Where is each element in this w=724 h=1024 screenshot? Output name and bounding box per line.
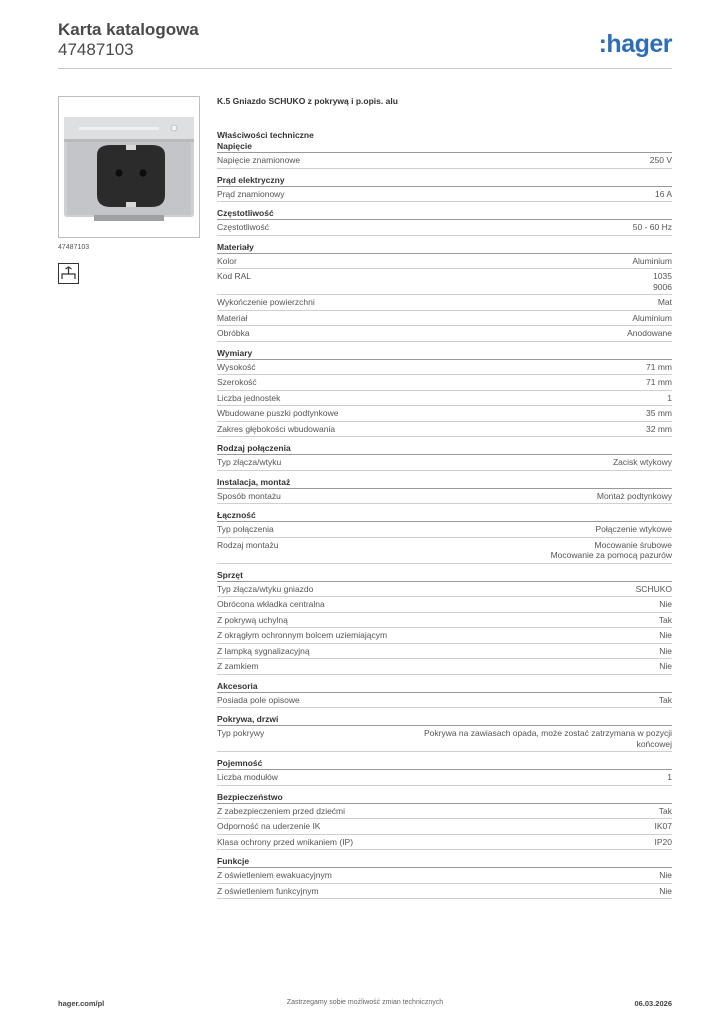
spec-row: [217, 770, 672, 786]
spec-values: [655, 189, 672, 200]
spec-group-title: Funkcje: [217, 850, 672, 868]
footer-date: 06.03.2026: [634, 999, 672, 1008]
spec-label: Typ złącza/wtyku gniazdo: [217, 583, 314, 594]
spec-value: Tak: [658, 805, 672, 816]
spec-value: Montaż podtynkowy: [596, 490, 672, 501]
spec-value: Aluminium: [632, 255, 672, 266]
spec-row: [217, 391, 672, 407]
spec-row: [217, 644, 672, 660]
spec-value: 9006: [653, 281, 672, 292]
spec-values: [659, 599, 672, 610]
product-name: K.5 Gniazdo SCHUKO z pokrywą i p.opis. alu: [217, 96, 398, 106]
spec-group-title: Częstotliwość: [217, 202, 672, 220]
spec-group-title: Sprzęt: [217, 564, 672, 582]
spec-value: Połączenie wtykowe: [595, 524, 672, 534]
spec-groups: [217, 135, 672, 899]
spec-values: [653, 271, 672, 292]
spec-row: [217, 613, 672, 629]
spec-group-title: Wymiary: [217, 342, 672, 360]
spec-value: IK07: [654, 821, 672, 831]
spec-label: Zakres głębokości wbudowania: [217, 423, 336, 434]
spec-row: [217, 835, 672, 851]
spec-label: Typ połączenia: [217, 524, 274, 534]
spec-value: Nie: [659, 630, 672, 640]
spec-row: [217, 455, 672, 471]
spec-content: [217, 96, 672, 899]
spec-values: [659, 886, 672, 897]
spec-values: [632, 313, 672, 324]
spec-label: Z zamkiem: [217, 661, 259, 671]
image-caption: 47487103: [58, 244, 90, 251]
spec-values: [646, 408, 672, 419]
spec-group: [217, 437, 672, 471]
spec-row: [217, 295, 672, 311]
spec-row: [217, 489, 672, 505]
spec-value: Tak: [658, 694, 672, 705]
spec-values: [659, 661, 672, 672]
spec-group: [217, 752, 672, 786]
spec-values: [658, 297, 672, 308]
spec-value: 71 mm: [646, 361, 672, 372]
spec-value: Pokrywa na zawiasach opada, może zostać zatrzymana w pozycji końcowej: [423, 728, 672, 749]
spec-value: 1: [667, 392, 672, 403]
installation-symbol-icon: [58, 263, 79, 284]
spec-group-title: Instalacja, montaż: [217, 471, 672, 489]
footer-website: hager.com/pl: [58, 999, 105, 1008]
spec-row: [217, 522, 672, 538]
spec-group-title: Pokrywa, drzwi: [217, 708, 672, 726]
spec-values: [667, 772, 672, 783]
spec-row: [217, 311, 672, 327]
spec-value: 16 A: [654, 188, 672, 199]
section-heading: Właściwości techniczne: [217, 130, 314, 140]
spec-value: 1: [667, 772, 672, 782]
spec-group: [217, 850, 672, 899]
spec-label: Wykończenie powierzchni: [217, 297, 315, 307]
spec-row: [217, 220, 672, 236]
spec-row: [217, 819, 672, 835]
spec-label: Z pokrywą uchylną: [217, 614, 288, 625]
spec-values: [636, 584, 672, 595]
spec-row: [217, 659, 672, 675]
spec-row: [217, 884, 672, 900]
spec-value: Mocowanie za pomocą pazurów: [550, 550, 672, 560]
spec-label: Odporność na uderzenie IK: [217, 821, 321, 831]
spec-group: [217, 342, 672, 438]
spec-value: 1035: [653, 271, 672, 281]
hager-logo: :hager: [598, 30, 672, 58]
spec-label: Typ pokrywy: [217, 728, 265, 738]
spec-label: Z lampką sygnalizacyjną: [217, 645, 310, 656]
spec-value: 35 mm: [646, 408, 672, 418]
spec-values: [646, 377, 672, 388]
spec-values: [659, 870, 672, 881]
spec-value: Nie: [659, 599, 672, 609]
spec-label: Rodzaj montażu: [217, 539, 279, 550]
spec-values: [650, 155, 672, 166]
spec-group-title: Akcesoria: [217, 675, 672, 693]
spec-label: Z zabezpieczeniem przed dziećmi: [217, 805, 346, 816]
spec-values: [659, 630, 672, 641]
spec-value: Nie: [659, 645, 672, 656]
spec-values: [417, 728, 672, 749]
spec-values: [633, 222, 672, 233]
spec-label: Kod RAL: [217, 271, 252, 281]
spec-label: Obrócona wkładka centralna: [217, 599, 325, 609]
spec-label: Wbudowane puszki podtynkowe: [217, 408, 339, 418]
spec-group: [217, 708, 672, 752]
spec-group-title: Napięcie: [217, 135, 672, 153]
spec-group: [217, 786, 672, 851]
spec-label: Obróbka: [217, 328, 250, 338]
spec-value: 250 V: [649, 155, 672, 165]
spec-row: [217, 868, 672, 884]
spec-label: Posiada pole opisowe: [217, 694, 300, 705]
spec-row: [217, 804, 672, 820]
spec-values: [646, 424, 672, 435]
spec-group: [217, 169, 672, 203]
spec-values: [597, 491, 672, 502]
spec-values: [595, 524, 672, 535]
spec-row: [217, 693, 672, 709]
spec-label: Liczba jednostek: [217, 392, 281, 403]
spec-label: Wysokość: [217, 361, 256, 372]
spec-values: [659, 806, 672, 817]
product-image: [58, 96, 200, 238]
spec-label: Częstotliwość: [217, 222, 269, 232]
spec-value: Tak: [658, 614, 672, 625]
spec-value: Aluminium: [632, 312, 672, 323]
spec-label: Szerokość: [217, 377, 257, 387]
spec-row: [217, 582, 672, 598]
spec-group: [217, 564, 672, 675]
spec-row: [217, 628, 672, 644]
spec-row: [217, 326, 672, 342]
spec-values: [667, 393, 672, 404]
spec-value: 32 mm: [646, 423, 672, 434]
spec-label: Materiał: [217, 312, 248, 323]
spec-label: Kolor: [217, 255, 237, 266]
spec-group-title: Łączność: [217, 504, 672, 522]
spec-value: 50 - 60 Hz: [632, 222, 672, 232]
spec-group-title: Bezpieczeństwo: [217, 786, 672, 804]
document-title: Karta katalogowa: [58, 20, 199, 39]
spec-group-title: Materiały: [217, 236, 672, 254]
spec-values: [659, 615, 672, 626]
spec-label: Liczba modułów: [217, 772, 278, 782]
spec-row: [217, 187, 672, 203]
spec-row: [217, 375, 672, 391]
spec-row: [217, 254, 672, 270]
spec-value: Nie: [659, 870, 672, 880]
spec-values: [659, 646, 672, 657]
spec-label: Typ złącza/wtyku: [217, 457, 282, 467]
spec-value: Mat: [657, 297, 672, 307]
spec-row: [217, 538, 672, 564]
spec-value: Zacisk wtykowy: [612, 457, 672, 467]
spec-group-title: Pojemność: [217, 752, 672, 770]
spec-value: 71 mm: [646, 377, 672, 387]
spec-values: [627, 328, 672, 339]
spec-value: IP20: [654, 836, 672, 847]
spec-group: [217, 504, 672, 564]
spec-group: [217, 202, 672, 236]
spec-row: [217, 406, 672, 422]
spec-values: [551, 540, 672, 561]
spec-group-title: Prąd elektryczny: [217, 169, 672, 187]
spec-row: [217, 422, 672, 438]
spec-label: Z oświetleniem funkcyjnym: [217, 885, 319, 896]
spec-value: Nie: [659, 661, 672, 671]
spec-values: [659, 695, 672, 706]
spec-value: SCHUKO: [635, 583, 672, 594]
spec-values: [613, 457, 672, 468]
spec-row: [217, 597, 672, 613]
spec-label: Klasa ochrony przed wnikaniem (IP): [217, 836, 354, 847]
page-header: [58, 20, 672, 68]
document-number: 47487103: [58, 40, 134, 59]
spec-row: [217, 153, 672, 169]
spec-label: Prąd znamionowy: [217, 188, 285, 199]
spec-label: Z okrągłym ochronnym bolcem uziemiającym: [217, 630, 388, 640]
spec-values: [632, 256, 672, 267]
spec-values: [655, 837, 673, 848]
spec-row: [217, 360, 672, 376]
header-divider: [58, 68, 672, 69]
footer-disclaimer: Zastrzegamy sobie możliwość zmian technicznych: [286, 999, 444, 1006]
spec-value: Nie: [659, 885, 672, 896]
spec-group: [217, 471, 672, 505]
spec-row: [217, 269, 672, 295]
spec-value: Mocowanie śrubowe: [594, 539, 672, 550]
spec-label: Napięcie znamionowe: [217, 155, 301, 165]
spec-group-title: Rodzaj połączenia: [217, 437, 672, 455]
spec-label: Sposób montażu: [217, 490, 281, 501]
spec-label: Z oświetleniem ewakuacyjnym: [217, 870, 332, 880]
spec-group: [217, 135, 672, 169]
spec-row: [217, 726, 672, 752]
spec-values: [655, 821, 673, 832]
spec-group: [217, 675, 672, 709]
spec-group: [217, 236, 672, 342]
spec-values: [646, 362, 672, 373]
spec-value: Anodowane: [627, 328, 672, 338]
